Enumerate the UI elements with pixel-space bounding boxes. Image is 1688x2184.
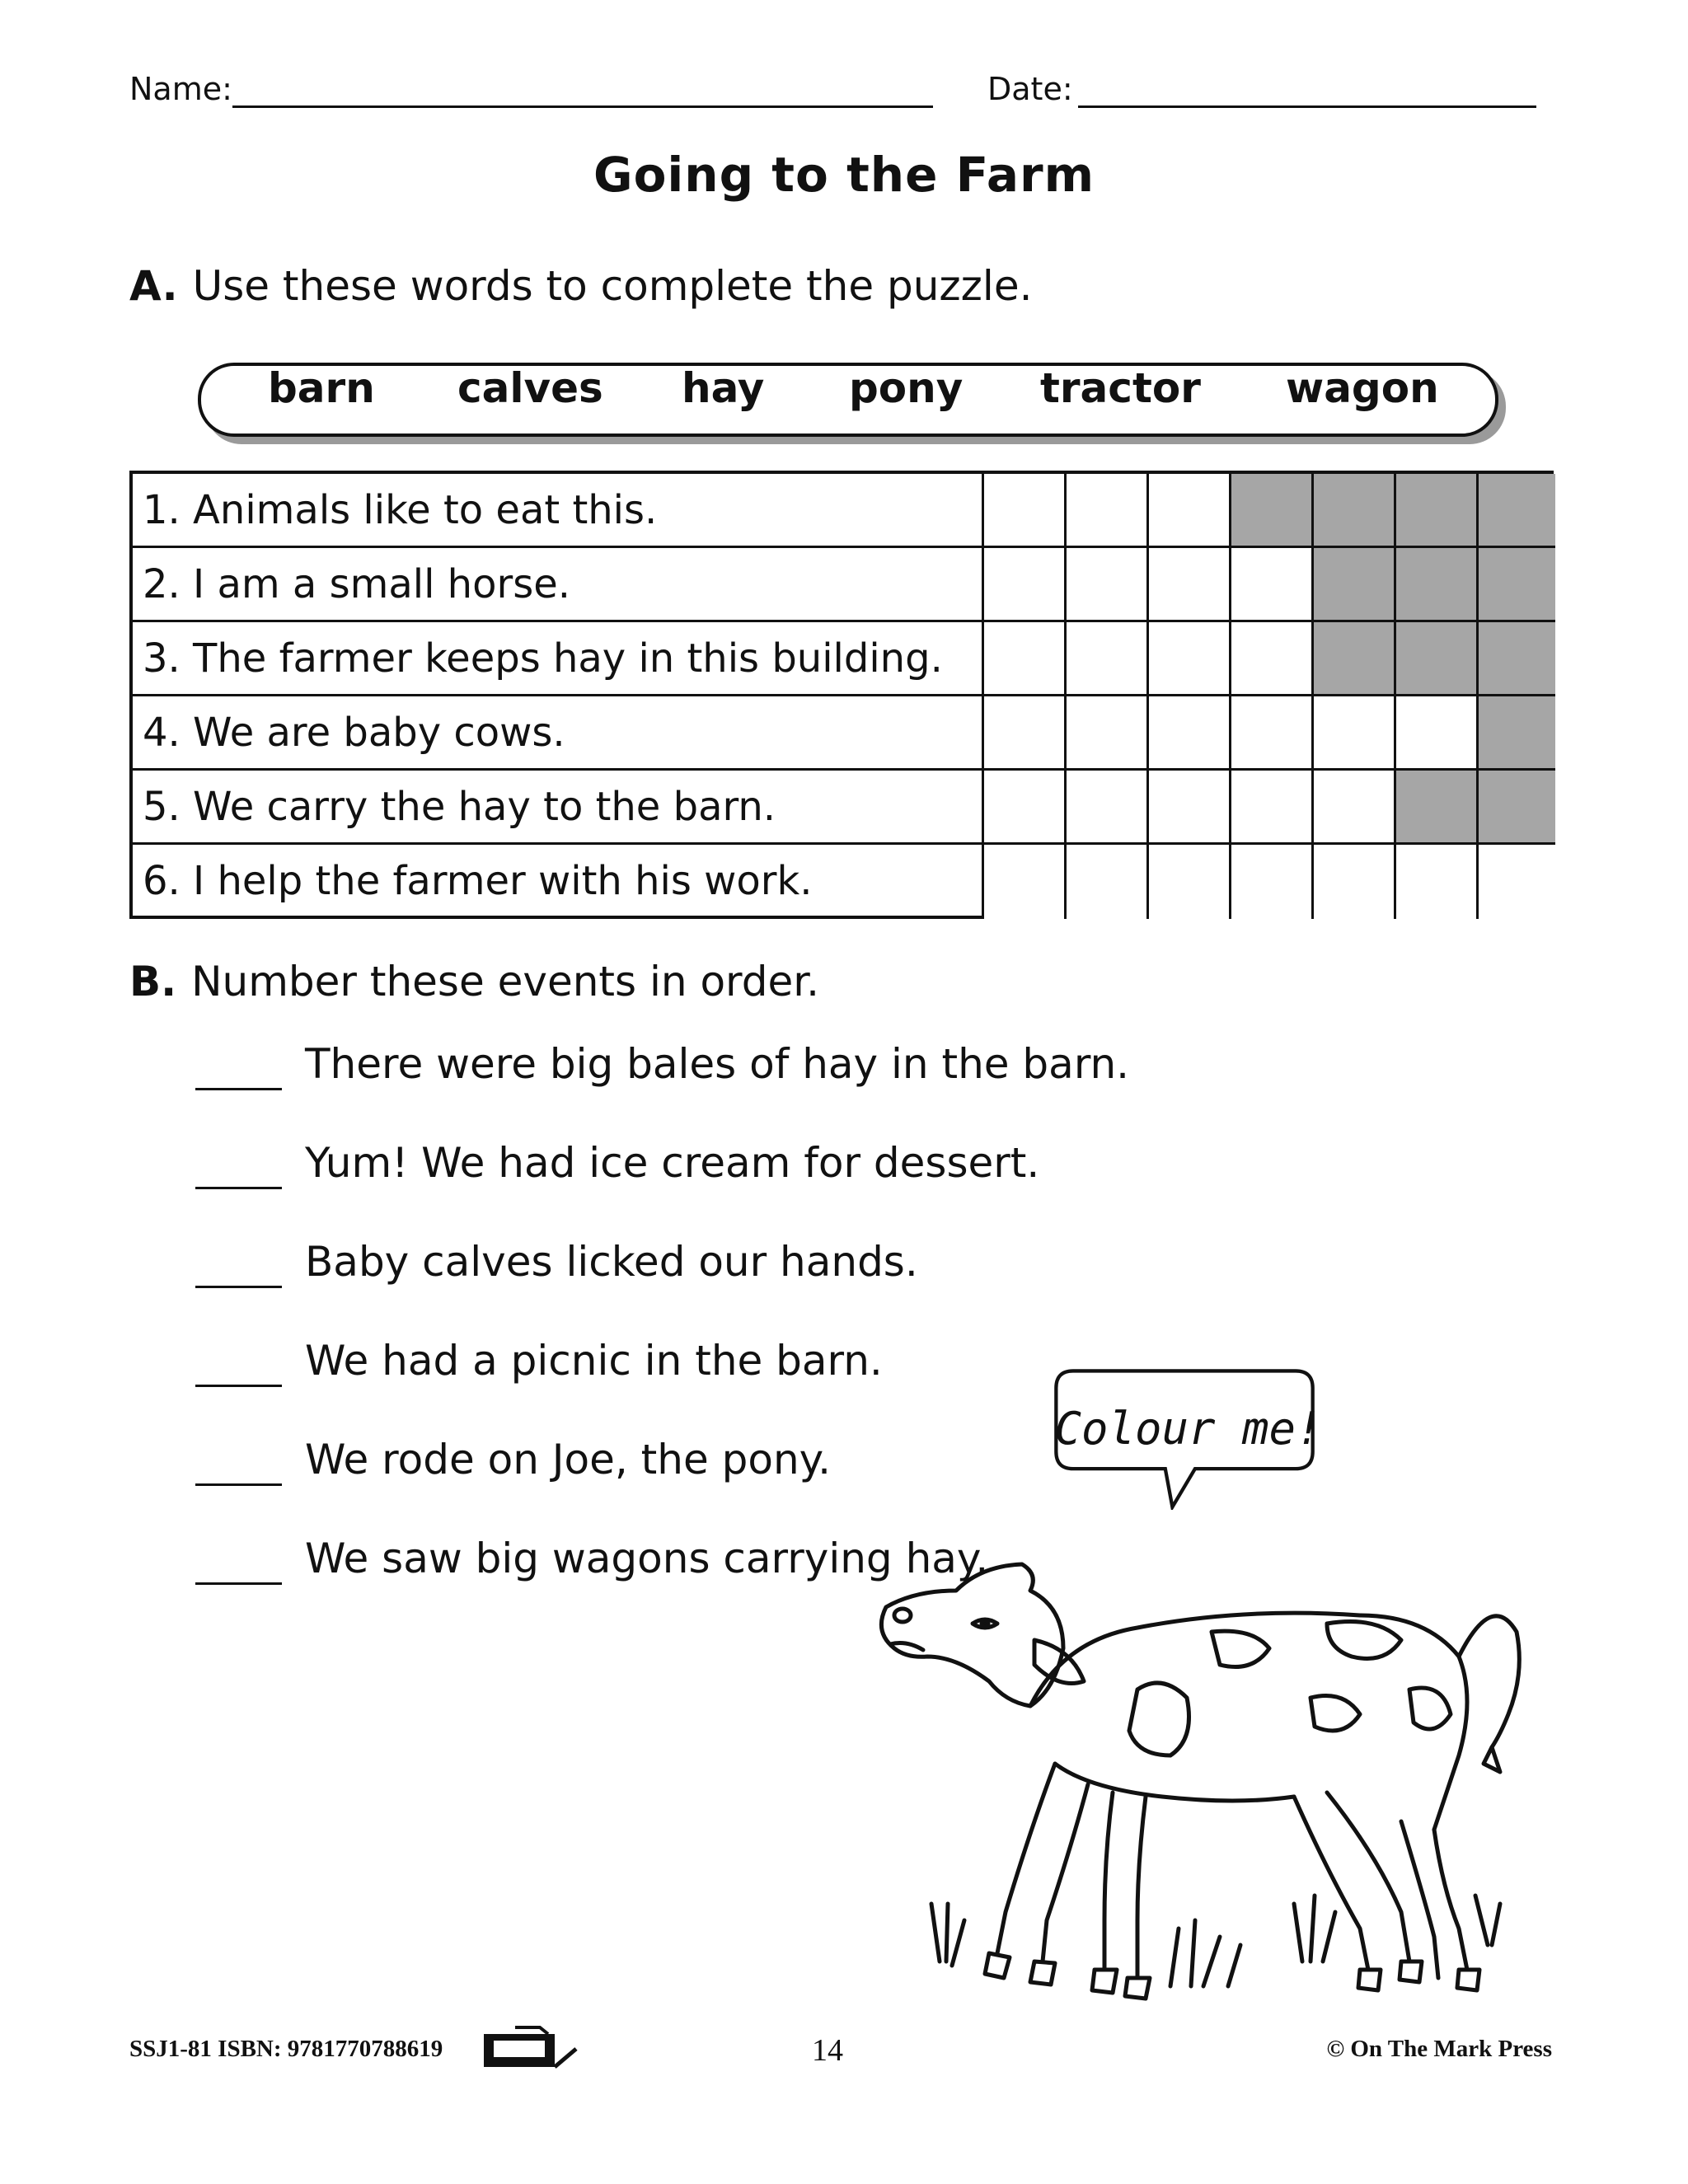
answer-cell[interactable] bbox=[982, 845, 1064, 919]
answer-cell[interactable] bbox=[1311, 845, 1394, 919]
answer-cell[interactable] bbox=[1064, 696, 1146, 771]
order-blank[interactable] bbox=[195, 1088, 282, 1090]
event-text: Baby calves licked our hands. bbox=[305, 1238, 918, 1286]
shaded-cell bbox=[1476, 622, 1555, 696]
shaded-cell bbox=[1394, 474, 1476, 548]
crossword-puzzle-grid bbox=[129, 471, 1554, 919]
answer-cell[interactable] bbox=[1146, 622, 1229, 696]
section-a-instruction: Use these words to complete the puzzle. bbox=[192, 262, 1033, 310]
section-a-letter: A. bbox=[129, 262, 178, 310]
calf-icon bbox=[865, 1558, 1525, 2019]
clue-row bbox=[133, 622, 982, 696]
answer-cell[interactable] bbox=[1146, 696, 1229, 771]
word-bank-item: wagon bbox=[1286, 364, 1439, 412]
clue-row bbox=[133, 845, 982, 919]
clue-text: 5. We carry the hay to the barn. bbox=[143, 784, 776, 830]
section-a-heading bbox=[129, 262, 1032, 310]
shaded-cell bbox=[1476, 474, 1555, 548]
name-label: Name: bbox=[129, 71, 232, 107]
answer-cell[interactable] bbox=[1476, 845, 1555, 919]
order-blank[interactable] bbox=[195, 1187, 282, 1189]
answer-cell[interactable] bbox=[1146, 771, 1229, 845]
clue-text: 6. I help the farmer with his work. bbox=[143, 858, 813, 904]
answer-cell[interactable] bbox=[982, 696, 1064, 771]
order-blank[interactable] bbox=[195, 1286, 282, 1288]
shaded-cell bbox=[1229, 474, 1311, 548]
name-line[interactable] bbox=[232, 105, 933, 108]
answer-cell[interactable] bbox=[1311, 771, 1394, 845]
shaded-cell bbox=[1476, 696, 1555, 771]
event-text: There were big bales of hay in the barn. bbox=[305, 1040, 1130, 1088]
clue-text: 1. Animals like to eat this. bbox=[143, 487, 658, 533]
clue-row bbox=[133, 696, 982, 771]
section-b-heading bbox=[129, 958, 819, 1005]
order-blank[interactable] bbox=[195, 1385, 282, 1387]
date-label: Date: bbox=[987, 71, 1073, 107]
clue-text: 2. I am a small horse. bbox=[143, 561, 570, 607]
shaded-cell bbox=[1311, 548, 1394, 622]
answer-cell[interactable] bbox=[1229, 696, 1311, 771]
event-text: Yum! We had ice cream for dessert. bbox=[305, 1139, 1040, 1187]
shaded-cell bbox=[1394, 622, 1476, 696]
book-logo-icon bbox=[482, 2026, 581, 2072]
speech-bubble-text: Colour me! bbox=[1054, 1403, 1323, 1455]
answer-cell[interactable] bbox=[1146, 474, 1229, 548]
answer-cell[interactable] bbox=[1229, 548, 1311, 622]
clue-text: 3. The farmer keeps hay in this building. bbox=[143, 635, 943, 682]
answer-cell[interactable] bbox=[1229, 771, 1311, 845]
answer-cell[interactable] bbox=[1064, 845, 1146, 919]
clue-row bbox=[133, 474, 982, 548]
answer-cell[interactable] bbox=[1064, 771, 1146, 845]
section-b-instruction: Number these events in order. bbox=[191, 958, 820, 1005]
answer-cell[interactable] bbox=[1311, 696, 1394, 771]
order-blank[interactable] bbox=[195, 1483, 282, 1486]
answer-cell[interactable] bbox=[1064, 622, 1146, 696]
answer-cell[interactable] bbox=[1146, 845, 1229, 919]
shaded-cell bbox=[1476, 548, 1555, 622]
clue-row bbox=[133, 771, 982, 845]
section-b-letter: B. bbox=[129, 958, 177, 1005]
word-bank-item: pony bbox=[849, 364, 964, 412]
event-text: We had a picnic in the barn. bbox=[305, 1337, 883, 1385]
answer-cell[interactable] bbox=[982, 474, 1064, 548]
word-bank-item: hay bbox=[682, 364, 765, 412]
answer-cell[interactable] bbox=[1394, 845, 1476, 919]
answer-cell[interactable] bbox=[982, 622, 1064, 696]
answer-cell[interactable] bbox=[1064, 548, 1146, 622]
answer-cell[interactable] bbox=[1146, 548, 1229, 622]
shaded-cell bbox=[1311, 622, 1394, 696]
footer-code: SSJ1-81 ISBN: 9781770788619 bbox=[129, 2036, 443, 2062]
clue-text: 4. We are baby cows. bbox=[143, 710, 565, 756]
word-bank-item: barn bbox=[268, 364, 375, 412]
footer-publisher: © On The Mark Press bbox=[1326, 2036, 1552, 2062]
word-bank-item: tractor bbox=[1040, 364, 1201, 412]
answer-cell[interactable] bbox=[1229, 845, 1311, 919]
order-blank[interactable] bbox=[195, 1582, 282, 1585]
answer-cell[interactable] bbox=[1229, 622, 1311, 696]
page-title: Going to the Farm bbox=[593, 147, 1095, 203]
shaded-cell bbox=[1394, 548, 1476, 622]
answer-cell[interactable] bbox=[982, 771, 1064, 845]
clue-row bbox=[133, 548, 982, 622]
shaded-cell bbox=[1394, 771, 1476, 845]
answer-cell[interactable] bbox=[1394, 696, 1476, 771]
page-number: 14 bbox=[812, 2033, 843, 2068]
word-bank-item: calves bbox=[457, 364, 603, 412]
event-text: We saw big wagons carrying hay. bbox=[305, 1535, 989, 1582]
shaded-cell bbox=[1311, 474, 1394, 548]
answer-cell[interactable] bbox=[1064, 474, 1146, 548]
event-text: We rode on Joe, the pony. bbox=[305, 1436, 831, 1483]
answer-cell[interactable] bbox=[982, 548, 1064, 622]
date-line[interactable] bbox=[1078, 105, 1536, 108]
shaded-cell bbox=[1476, 771, 1555, 845]
